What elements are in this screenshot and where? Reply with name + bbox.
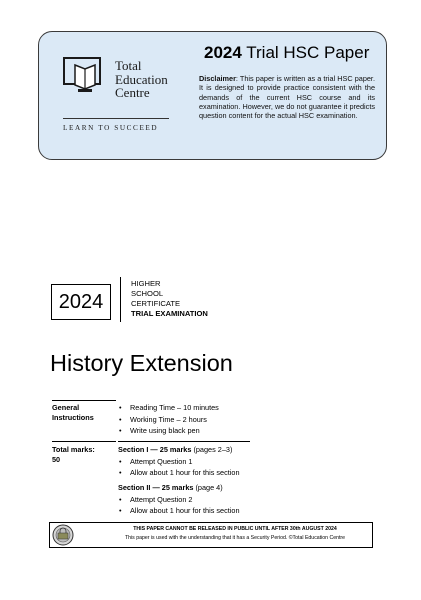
section-1 (118, 444, 240, 479)
exam-year-box: 2024 (51, 284, 111, 320)
section-2 (118, 482, 240, 517)
header-box (38, 31, 387, 160)
list-item: • Allow about 1 hour for this section (118, 467, 240, 479)
disclaimer-label: Disclaimer (199, 74, 236, 83)
list-item: • Allow about 1 hour for this section (118, 505, 240, 517)
security-seal-icon (52, 524, 74, 546)
exam-type: TRIAL EXAMINATION (131, 309, 208, 318)
paper-title-text: Trial HSC Paper (246, 43, 370, 62)
section-2-heading: Section II — 25 marks (page 4) (118, 483, 223, 492)
total-marks-label: Total marks: 50 (52, 445, 95, 464)
section-1-heading: Section I — 25 marks (pages 2–3) (118, 445, 233, 454)
disclaimer-text: : This paper is written as a trial HSC paper. It is designed to provide practice consistent with the demands of the current HSC course and its examination. However, we do not guarantee it predicts question content for the actual HSC examination. (199, 74, 375, 121)
paper-title-year: 2024 (204, 43, 242, 62)
footer-security-note: This paper is used with the understanding that it has a Security Period. ©Total Education Centre (124, 535, 346, 541)
list-item: • Attempt Question 2 (118, 494, 240, 506)
security-footer (49, 522, 373, 548)
general-instructions-label: General Instructions (52, 403, 94, 422)
marks-rule-left (52, 441, 116, 442)
list-item: • Working Time – 2 hours (118, 414, 219, 426)
subject-title: History Extension (50, 350, 233, 376)
footer-release-notice: THIS PAPER CANNOT BE RELEASED IN PUBLIC UNTIL AFTER 30th AUGUST 2024 (133, 526, 337, 532)
disclaimer (199, 74, 375, 120)
logo-tagline: LEARN TO SUCCEED (63, 124, 159, 132)
logo-rule (63, 118, 169, 119)
list-item: • Write using black pen (118, 425, 219, 437)
general-instructions-list (118, 402, 219, 437)
certificate-lines: HIGHER SCHOOL CERTIFICATE TRIAL EXAMINATION (131, 279, 208, 318)
list-item: • Reading Time – 10 minutes (118, 402, 219, 414)
monitor-book-icon (61, 55, 111, 95)
marks-rule-right (118, 441, 250, 442)
general-rule (52, 400, 116, 401)
divider (120, 277, 121, 322)
list-item: • Attempt Question 1 (118, 456, 240, 468)
total-marks-value: 50 (52, 455, 61, 464)
logo-name: Total Education Centre (115, 58, 168, 100)
paper-title (204, 43, 369, 63)
total-education-centre-logo (61, 55, 181, 145)
